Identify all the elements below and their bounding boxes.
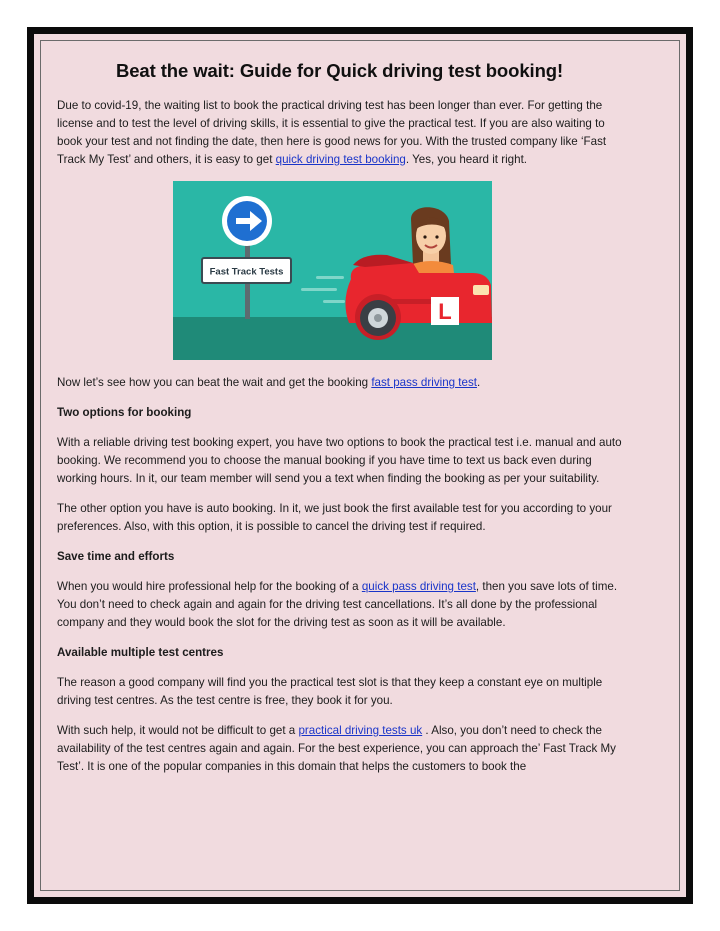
document-body <box>57 58 622 788</box>
quick-pass-driving-test-link[interactable]: quick pass driving test <box>361 580 476 593</box>
paragraph-3: With a reliable driving test booking expert, you have two options to book the practical test i.e. manual and auto booking. We recommend you to choose the manual booking if you have time to text us back even during working hours. In it, our team member will send you a text when finding the booking as per your suitability. <box>57 436 622 485</box>
learner-plate: L <box>438 299 452 324</box>
quick-driving-test-booking-link[interactable]: quick driving test booking <box>275 153 406 166</box>
paragraph-5-end: , then you save lots of time. You don’t need to check again and again for the driving test cancellations. It’s all done by the professional company and they would book the slot for the driving test as soon as it will be available. <box>57 580 618 629</box>
paragraph-2-text: Now let’s see how you can beat the wait and get the booking <box>57 376 372 389</box>
heading-save-time: Save time and efforts <box>57 550 175 563</box>
driving-test-illustration <box>173 181 492 360</box>
intro-paragraph <box>57 97 622 169</box>
paragraph-4: The other option you have is auto booking. In it, we just book the first available test for you according to your preferences. Also, with this option, it is possible to cancel the driving test if required. <box>57 502 612 533</box>
paragraph-6: The reason a good company will find you the practical test slot is that they keep a constant eye on multiple driving test centres. As the test centre is free, they book it for you. <box>57 676 603 707</box>
paragraph-2-end: . <box>477 376 481 389</box>
paragraph-7-end: . Also, you don’t need to check the availability of the test centres again and again. For the best experience, you can approach the’ Fast Track My Test’. It is one of the popular companies in this domain that helps the customers to book the <box>57 724 616 773</box>
fast-track-sign <box>202 258 291 283</box>
practical-driving-tests-uk-link[interactable]: practical driving tests uk <box>298 724 423 737</box>
fast-pass-driving-test-link[interactable]: fast pass driving test <box>371 376 477 389</box>
paragraph-7-text: With such help, it would not be difficult to get a <box>57 724 299 737</box>
paragraph-2 <box>57 374 622 392</box>
paragraph-7 <box>57 722 622 776</box>
paragraph-5 <box>57 578 622 632</box>
heading-two-options: Two options for booking <box>57 406 192 419</box>
intro-text: Due to covid-19, the waiting list to book the practical driving test has been longer than ever. For getting the license and to test the level of driving skills, it is essential to give the practical test. If you are also waiting to book your test and not finding the date, then here is good news for you. With the trusted company like ‘Fast Track My Test’ and others, it is easy to get <box>57 99 607 166</box>
heading-test-centres: Available multiple test centres <box>57 646 224 659</box>
paragraph-5-text: When you would hire professional help for the booking of a <box>57 580 362 593</box>
sign-label: Fast Track Tests <box>209 266 284 278</box>
intro-text-end: . Yes, you heard it right. <box>405 153 528 166</box>
page-title: Beat the wait: Guide for Quick driving test booking! <box>115 60 564 81</box>
